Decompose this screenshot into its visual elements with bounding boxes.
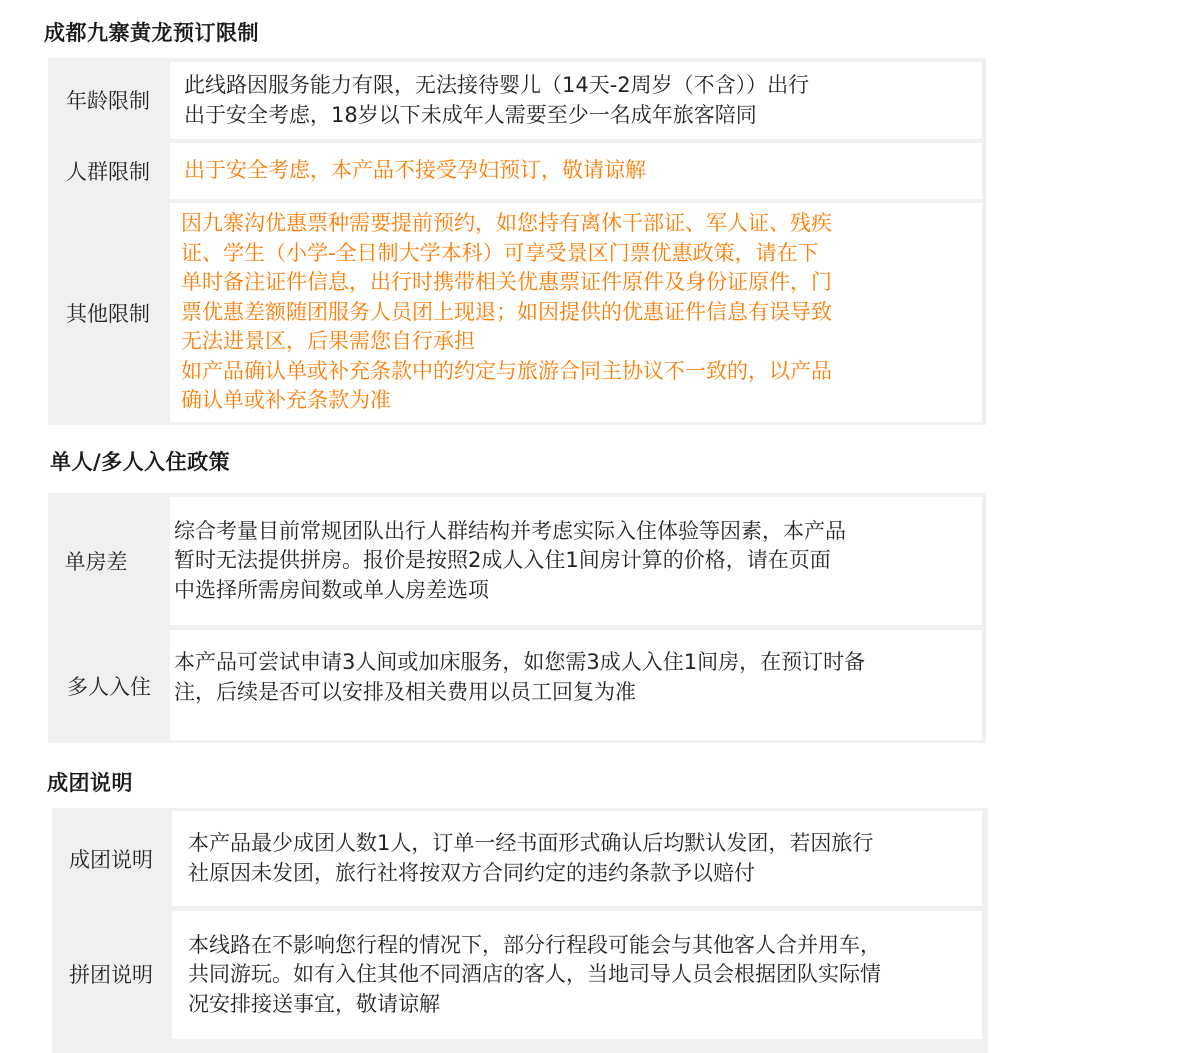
row-content (170, 203, 982, 422)
section-title-booking-restrictions: 成都九寨黄龙预订限制 (44, 21, 259, 45)
content-line: 出于安全考虑，18岁以下未成年人需要至少一名成年旅客陪同 (184, 102, 757, 127)
content-line: 票优惠差额随团服务人员团上现退；如因提供的优惠证件信息有误导致 (181, 299, 832, 324)
content-line: 注，后续是否可以安排及相关费用以员工回复为准 (174, 679, 636, 704)
row-single-room-supplement (48, 493, 986, 628)
section-title-group-info: 成团说明 (47, 771, 133, 795)
content-line: 本产品最少成团人数1人，订单一经书面形式确认后均默认发团，若因旅行 (188, 831, 874, 855)
content-line: 本线路在不影响您行程的情况下，部分行程段可能会与其他客人合并用车， (188, 932, 881, 957)
accommodation-policy-table (48, 493, 986, 743)
row-content (172, 911, 982, 1039)
row-crowd-restriction (48, 141, 986, 201)
row-shared-group (52, 909, 988, 1053)
row-label: 年龄限制 (66, 88, 150, 113)
content-line: 出于安全考虑，本产品不接受孕妇预订，敬请谅解 (184, 158, 646, 183)
content-line: 无法进景区，后果需您自行承担 (181, 329, 475, 354)
content-line: 综合考量目前常规团队出行人群结构并考虑实际入住体验等因素，本产品 (174, 518, 846, 543)
row-multi-person-stay (48, 628, 986, 743)
row-content (170, 497, 982, 625)
content-line: 确认单或补充条款为准 (181, 388, 391, 413)
content-line: 中选择所需房间数或单人房差选项 (174, 577, 489, 602)
content-line: 况安排接送事宜，敬请谅解 (188, 991, 440, 1016)
content-line: 暂时无法提供拼房。报价是按照2成人入住1间房计算的价格，请在页面 (174, 548, 831, 573)
row-label: 人群限制 (66, 160, 150, 184)
booking-restrictions-table (48, 58, 986, 425)
content-line: 如产品确认单或补充条款中的约定与旅游合同主协议不一致的，以产品 (181, 358, 832, 383)
content-line: 共同游玩。如有入住其他不同酒店的客人，当地司导人员会根据团队实际情 (188, 962, 881, 987)
content-line: 此线路因服务能力有限，无法接待婴儿（14天-2周岁（不含））出行 (184, 73, 810, 97)
content-line: 因九寨沟优惠票种需要提前预约，如您持有离休干部证、军人证、残疾 (181, 211, 832, 236)
row-content (170, 630, 982, 740)
row-group-formation (52, 808, 988, 909)
row-content (170, 143, 982, 199)
row-label: 成团说明 (69, 847, 153, 872)
row-label: 单房差 (64, 549, 128, 574)
row-label: 其他限制 (66, 302, 150, 326)
content-line: 本产品可尝试申请3人间或加床服务，如您需3成人入住1间房，在预订时备 (174, 650, 866, 674)
content-line: 证、学生（小学-全日制大学本科）可享受景区门票优惠政策，请在下 (181, 240, 819, 265)
row-content (172, 811, 982, 906)
content-line: 社原因未发团，旅行社将按双方合同约定的违约条款予以赔付 (188, 860, 755, 885)
section-title-accommodation-policy: 单人/多人入住政策 (50, 450, 231, 474)
row-age-restriction (48, 58, 986, 141)
row-label: 多人入住 (67, 674, 151, 699)
row-content (170, 62, 982, 139)
group-info-table (52, 808, 988, 1053)
content-line: 单时备注证件信息，出行时携带相关优惠票证件原件及身份证原件，门 (181, 270, 832, 295)
row-other-restriction (48, 201, 986, 425)
row-label: 拼团说明 (69, 963, 153, 987)
